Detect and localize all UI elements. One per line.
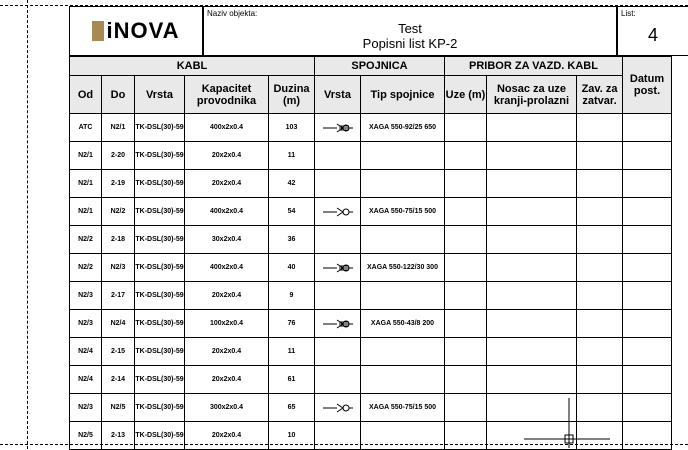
cell-od — [70, 170, 102, 198]
cell-uze — [445, 170, 487, 198]
cell-kapacitet-text: 400x2x0.4 — [209, 208, 244, 215]
cell-vrsta — [135, 282, 185, 310]
col-kapacitet: Kapacitet provodnika — [185, 76, 269, 114]
cell-vrsta-text: TK-DSL(30)-59 — [135, 348, 184, 355]
cell-duzina — [269, 254, 315, 282]
cell-duzina — [269, 142, 315, 170]
col-do: Do — [102, 76, 135, 114]
cell-nosac — [487, 254, 577, 282]
cell-od — [70, 226, 102, 254]
cell-vrsta-text: TK-DSL(30)-59 — [135, 292, 184, 299]
cell-od-text: N2/4 — [78, 348, 93, 355]
cell-od-text: N2/3 — [78, 292, 93, 299]
cell-duzina-text: 103 — [285, 124, 298, 131]
table-row — [70, 142, 672, 170]
cell-tip-text: XAGA 550-75/15 500 — [368, 208, 437, 215]
cell-od-text: N2/2 — [78, 236, 93, 243]
cell-kapacitet-text: 20x2x0.4 — [211, 292, 242, 299]
cell-spoj-vrsta — [315, 366, 361, 394]
cell-datum — [623, 282, 672, 310]
cell-duzina-text: 42 — [287, 180, 296, 187]
cell-datum — [623, 170, 672, 198]
cell-duzina — [269, 394, 315, 422]
cell-do — [102, 394, 135, 422]
cell-kapacitet — [185, 338, 269, 366]
cell-tip — [361, 198, 445, 226]
col-uze: Uze (m) — [445, 76, 487, 114]
cell-duzina — [269, 366, 315, 394]
cell-datum — [623, 254, 672, 282]
col-nosac: Nosac za uze kranji-prolazni — [487, 76, 577, 114]
cell-od-text: N2/4 — [78, 376, 93, 383]
cell-do-text: 2-18 — [110, 236, 125, 243]
cell-zav — [577, 170, 623, 198]
cell-do-text: 2-13 — [110, 432, 125, 439]
col-zav: Zav. za zatvar. — [577, 76, 623, 114]
cell-kapacitet-text: 100x2x0.4 — [209, 320, 244, 327]
cell-do — [102, 254, 135, 282]
cell-uze — [445, 310, 487, 338]
table-row — [70, 114, 672, 142]
cell-tip-text: XAGA 550-75/15 500 — [368, 404, 437, 411]
table-row — [70, 170, 672, 198]
list-label: List: — [621, 9, 636, 18]
table-row — [70, 198, 672, 226]
cell-do — [102, 310, 135, 338]
cell-do-text: N2/2 — [110, 208, 126, 215]
cell-kapacitet-text: 300x2x0.4 — [209, 404, 244, 411]
title-line-2: Popisni list KP-2 — [362, 36, 458, 51]
cell-duzina-text: 10 — [287, 432, 296, 439]
cell-duzina-text: 11 — [287, 348, 296, 355]
table-row — [70, 254, 672, 282]
cell-tip — [361, 366, 445, 394]
cell-spoj-vrsta — [315, 142, 361, 170]
cell-vrsta-text: TK-DSL(30)-59 — [135, 124, 184, 131]
cell-zav — [577, 142, 623, 170]
cell-od-text: N2/5 — [78, 432, 93, 439]
cell-do-text: 2-14 — [110, 376, 125, 383]
cell-uze — [445, 366, 487, 394]
cell-do — [102, 422, 135, 450]
splice-symbol-icon — [323, 123, 353, 133]
cell-vrsta — [135, 254, 185, 282]
cell-nosac — [487, 366, 577, 394]
document-title — [204, 21, 616, 51]
cell-duzina — [269, 170, 315, 198]
cell-od — [70, 142, 102, 170]
logo-text: iNOVA — [106, 18, 180, 43]
cell-spoj-vrsta — [315, 114, 361, 142]
splice-symbol-icon — [323, 319, 353, 329]
cell-nosac — [487, 282, 577, 310]
splice-symbol-icon — [323, 263, 353, 273]
cell-tip — [361, 282, 445, 310]
cell-datum — [623, 142, 672, 170]
cell-tip — [361, 170, 445, 198]
cell-tip — [361, 338, 445, 366]
cell-nosac — [487, 170, 577, 198]
cell-spoj-vrsta — [315, 394, 361, 422]
cell-od-text: N2/2 — [78, 264, 93, 271]
cell-spoj-vrsta — [315, 254, 361, 282]
cell-nosac — [487, 310, 577, 338]
cell-tip — [361, 226, 445, 254]
cell-duzina-text: 40 — [287, 264, 296, 271]
cell-nosac — [487, 226, 577, 254]
cell-tip-text: XAGA 550-92/25 650 — [368, 124, 437, 131]
cell-do — [102, 142, 135, 170]
cell-vrsta — [135, 114, 185, 142]
cell-duzina — [269, 422, 315, 450]
cell-uze — [445, 198, 487, 226]
table-row — [70, 282, 672, 310]
crosshair-mark — [524, 398, 614, 448]
cell-kapacitet-text: 20x2x0.4 — [211, 152, 242, 159]
cell-od-text: N2/3 — [78, 404, 93, 411]
cell-duzina-text: 36 — [287, 236, 296, 243]
cell-vrsta-text: TK-DSL(30)-59 — [135, 208, 184, 215]
cell-do — [102, 170, 135, 198]
cell-tip — [361, 310, 445, 338]
cell-duzina-text: 76 — [287, 320, 296, 327]
cell-duzina-text: 11 — [287, 152, 296, 159]
cell-kapacitet-text: 20x2x0.4 — [211, 432, 242, 439]
cell-od — [70, 282, 102, 310]
cell-tip-text: XAGA 550-122/30 300 — [367, 264, 438, 271]
cell-vrsta — [135, 366, 185, 394]
cell-vrsta — [135, 170, 185, 198]
cell-vrsta-text: TK-DSL(30)-59 — [135, 320, 184, 327]
cell-duzina — [269, 114, 315, 142]
cell-do — [102, 366, 135, 394]
cell-vrsta — [135, 198, 185, 226]
cell-kapacitet-text: 20x2x0.4 — [211, 180, 242, 187]
cell-kapacitet-text: 20x2x0.4 — [211, 348, 242, 355]
cell-kapacitet-text: 400x2x0.4 — [209, 124, 244, 131]
col-spoj-vrsta: Vrsta — [315, 76, 361, 114]
cell-uze — [445, 142, 487, 170]
table-row — [70, 310, 672, 338]
table-frame — [69, 6, 688, 446]
col-duzina: Duzina (m) — [269, 76, 315, 114]
cell-do-text: 2-20 — [110, 152, 125, 159]
cell-kapacitet — [185, 198, 269, 226]
cell-nosac — [487, 198, 577, 226]
cell-uze — [445, 226, 487, 254]
cell-zav — [577, 254, 623, 282]
cell-kapacitet — [185, 422, 269, 450]
cell-do — [102, 338, 135, 366]
cell-tip — [361, 254, 445, 282]
cell-vrsta-text: TK-DSL(30)-59 — [135, 404, 184, 411]
cell-vrsta-text: TK-DSL(30)-59 — [135, 432, 184, 439]
cell-do-text: N2/1 — [110, 124, 126, 131]
cell-duzina — [269, 282, 315, 310]
cell-uze — [445, 394, 487, 422]
list-number: 4 — [647, 25, 658, 45]
cell-uze — [445, 422, 487, 450]
col-tip: Tip spojnice — [361, 76, 445, 114]
cell-kapacitet — [185, 310, 269, 338]
cell-nosac — [487, 114, 577, 142]
cell-od-text: N2/1 — [78, 180, 93, 187]
cell-vrsta-text: TK-DSL(30)-59 — [135, 236, 184, 243]
cell-kapacitet — [185, 366, 269, 394]
cell-od — [70, 198, 102, 226]
cell-uze — [445, 338, 487, 366]
cell-datum — [623, 198, 672, 226]
splice-symbol-icon — [323, 207, 353, 217]
cell-tip — [361, 394, 445, 422]
cell-zav — [577, 310, 623, 338]
cell-vrsta-text: TK-DSL(30)-59 — [135, 264, 184, 271]
cell-od — [70, 366, 102, 394]
cell-do-text: N2/3 — [110, 264, 126, 271]
cell-zav — [577, 114, 623, 142]
col-vrsta: Vrsta — [135, 76, 185, 114]
cell-tip-text: XAGA 550-43/8 200 — [370, 320, 435, 327]
cell-duzina — [269, 310, 315, 338]
cell-od-text: ATC — [78, 124, 93, 131]
logo-mark-icon — [92, 21, 104, 41]
cell-od — [70, 338, 102, 366]
cell-kapacitet — [185, 170, 269, 198]
cell-zav — [577, 198, 623, 226]
cell-tip — [361, 142, 445, 170]
cell-kapacitet — [185, 142, 269, 170]
cell-datum — [623, 114, 672, 142]
cell-spoj-vrsta — [315, 338, 361, 366]
cell-kapacitet — [185, 114, 269, 142]
cell-od-text: N2/1 — [78, 152, 93, 159]
title-line-1: Test — [398, 21, 422, 36]
cell-vrsta — [135, 394, 185, 422]
cell-zav — [577, 366, 623, 394]
cell-datum — [623, 422, 672, 450]
cell-datum — [623, 366, 672, 394]
title-block — [203, 6, 617, 56]
cell-uze — [445, 114, 487, 142]
group-spojnica: SPOJNICA — [315, 57, 445, 76]
cell-datum — [623, 310, 672, 338]
cell-vrsta — [135, 226, 185, 254]
cell-zav — [577, 226, 623, 254]
splice-symbol-icon — [323, 403, 353, 413]
cell-duzina-text: 61 — [287, 376, 296, 383]
cell-kapacitet — [185, 282, 269, 310]
cell-vrsta — [135, 142, 185, 170]
cell-datum — [623, 338, 672, 366]
cell-spoj-vrsta — [315, 422, 361, 450]
inventory-table — [69, 56, 672, 450]
company-logo — [69, 6, 203, 56]
cell-od-text: N2/3 — [78, 320, 93, 327]
cell-datum — [623, 394, 672, 422]
cell-do — [102, 114, 135, 142]
cell-kapacitet — [185, 394, 269, 422]
group-pribor: PRIBOR ZA VAZD. KABL — [445, 57, 623, 76]
cell-kapacitet — [185, 254, 269, 282]
cell-tip — [361, 422, 445, 450]
table-row — [70, 226, 672, 254]
table-row — [70, 338, 672, 366]
cell-tip — [361, 114, 445, 142]
frame-line-left — [27, 0, 28, 449]
cell-do — [102, 282, 135, 310]
cell-od — [70, 310, 102, 338]
cell-nosac — [487, 338, 577, 366]
col-datum: Datum post. — [623, 57, 672, 114]
cell-vrsta — [135, 422, 185, 450]
cell-kapacitet-text: 400x2x0.4 — [209, 264, 244, 271]
cell-do-text: N2/5 — [110, 404, 126, 411]
cell-do-text: 2-19 — [110, 180, 125, 187]
cell-kapacitet — [185, 226, 269, 254]
cell-datum — [623, 226, 672, 254]
cell-do — [102, 198, 135, 226]
cell-duzina-text: 9 — [289, 292, 294, 299]
cell-od — [70, 394, 102, 422]
cell-od-text: N2/1 — [78, 208, 93, 215]
cell-do — [102, 226, 135, 254]
cell-vrsta — [135, 338, 185, 366]
object-label: Naziv objekta: — [207, 9, 258, 18]
cell-do-text: 2-17 — [110, 292, 125, 299]
cell-do-text: 2-15 — [110, 348, 125, 355]
group-kabl: KABL — [70, 57, 315, 76]
cell-kapacitet-text: 30x2x0.4 — [211, 236, 242, 243]
cell-duzina — [269, 338, 315, 366]
cell-uze — [445, 254, 487, 282]
table-row — [70, 366, 672, 394]
cell-zav — [577, 282, 623, 310]
cell-spoj-vrsta — [315, 310, 361, 338]
cell-duzina — [269, 226, 315, 254]
cell-duzina-text: 54 — [287, 208, 296, 215]
cell-od — [70, 422, 102, 450]
sheet-number-block — [617, 6, 688, 56]
cell-nosac — [487, 142, 577, 170]
cell-od — [70, 114, 102, 142]
cell-uze — [445, 282, 487, 310]
cell-spoj-vrsta — [315, 170, 361, 198]
cell-vrsta-text: TK-DSL(30)-59 — [135, 376, 184, 383]
cell-vrsta-text: TK-DSL(30)-59 — [135, 180, 184, 187]
cell-spoj-vrsta — [315, 282, 361, 310]
cell-do-text: N2/4 — [110, 320, 126, 327]
cell-od — [70, 254, 102, 282]
cell-vrsta-text: TK-DSL(30)-59 — [135, 152, 184, 159]
cell-kapacitet-text: 20x2x0.4 — [211, 376, 242, 383]
cell-spoj-vrsta — [315, 226, 361, 254]
cell-duzina-text: 65 — [287, 404, 296, 411]
cell-spoj-vrsta — [315, 198, 361, 226]
cell-zav — [577, 338, 623, 366]
cell-vrsta — [135, 310, 185, 338]
col-od: Od — [70, 76, 102, 114]
cell-duzina — [269, 198, 315, 226]
